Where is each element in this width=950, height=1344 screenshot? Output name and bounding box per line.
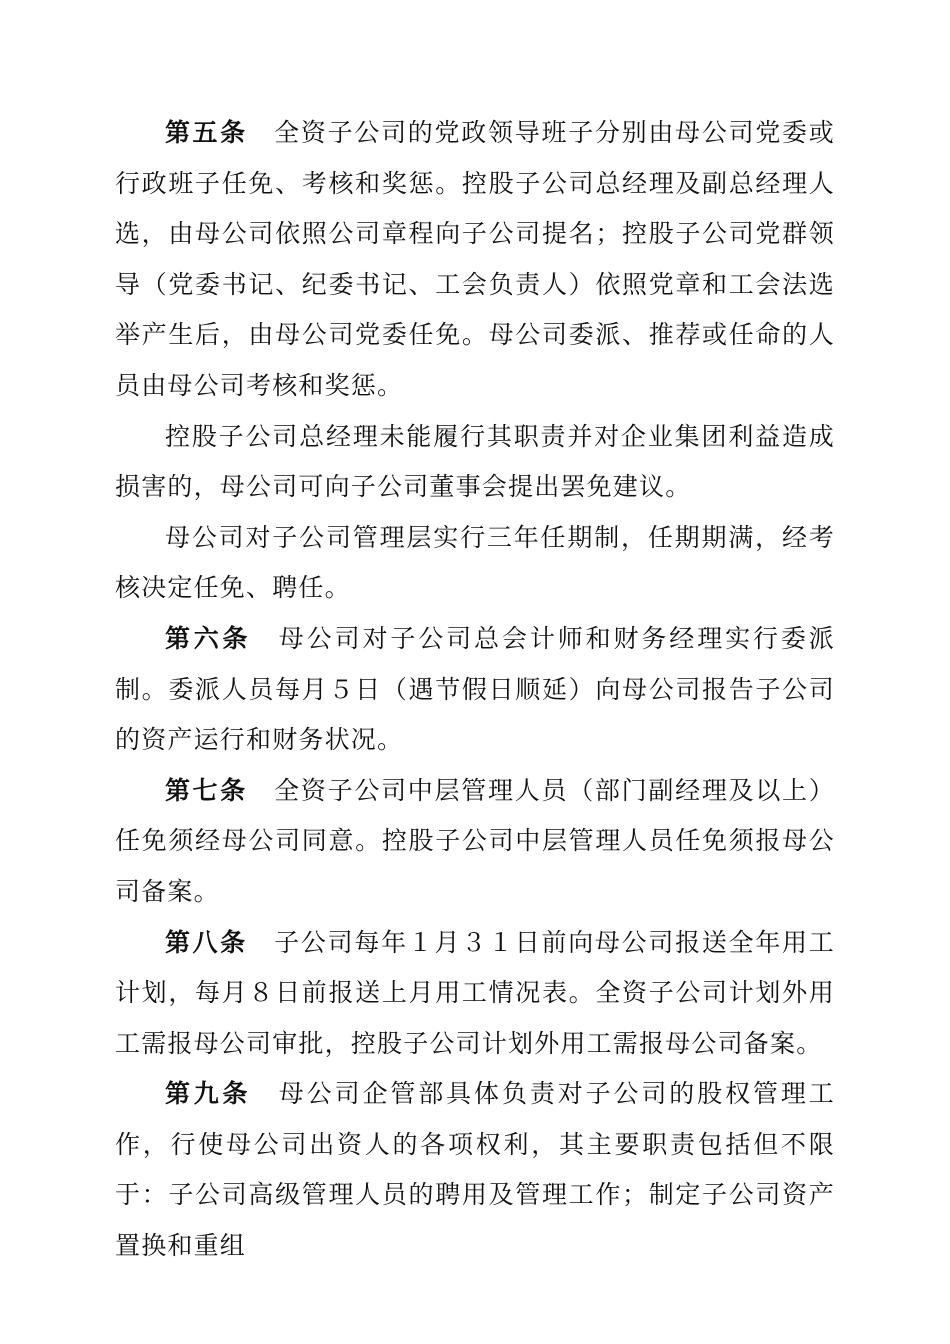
paragraph-text: 母公司对子公司总会计师和财务经理实行委派制。委派人员每月５日（遇节假日顺延）向母公司报告子公司的资产运行和财务状况。 (115, 623, 835, 755)
paragraph-text: 全资子公司中层管理人员（部门副经理及以上）任免须经母公司同意。控股子公司中层管理人员任免须报母公司备案。 (115, 775, 835, 906)
article-9-paragraph (115, 1069, 835, 1271)
article-heading: 第九条 (165, 1079, 252, 1109)
article-5-paragraph-3 (115, 513, 835, 614)
article-heading: 第七条 (165, 775, 248, 805)
document-body (115, 108, 835, 1272)
article-6-paragraph (115, 614, 835, 766)
article-8-paragraph (115, 918, 835, 1070)
article-heading: 第六条 (165, 623, 252, 653)
article-heading: 第五条 (165, 118, 248, 147)
paragraph-text: 控股子公司总经理未能履行其职责并对企业集团利益造成损害的，母公司可向子公司董事会提出罢免建议。 (115, 421, 835, 502)
article-5-paragraph (115, 108, 835, 412)
article-7-paragraph (115, 766, 835, 918)
paragraph-text: 母公司企管部具体负责对子公司的股权管理工作，行使母公司出资人的各项权利，其主要职责包括但不限于：子公司高级管理人员的聘用及管理工作；制定子公司资产置换和重组 (115, 1079, 835, 1261)
article-heading: 第八条 (165, 927, 248, 957)
paragraph-text: 母公司对子公司管理层实行三年任期制，任期期满，经考核决定任免、聘任。 (115, 522, 835, 603)
article-5-paragraph-2 (115, 412, 835, 513)
paragraph-text: 子公司每年１月３１日前向母公司报送全年用工计划，每月８日前报送上月用工情况表。全资子公司计划外用工需报母公司审批，控股子公司计划外用工需报母公司备案。 (115, 927, 835, 1058)
paragraph-text: 全资子公司的党政领导班子分别由母公司党委或行政班子任免、考核和奖惩。控股子公司总经理及副总经理人选，由母公司依照公司章程向子公司提名；控股子公司党群领导（党委书记、纪委书记、工会负责人）依照党章和工会法选举产生后，由母公司党委任免。母公司委派、推荐或任命的人员由母公司考核和奖惩。 (115, 118, 835, 400)
